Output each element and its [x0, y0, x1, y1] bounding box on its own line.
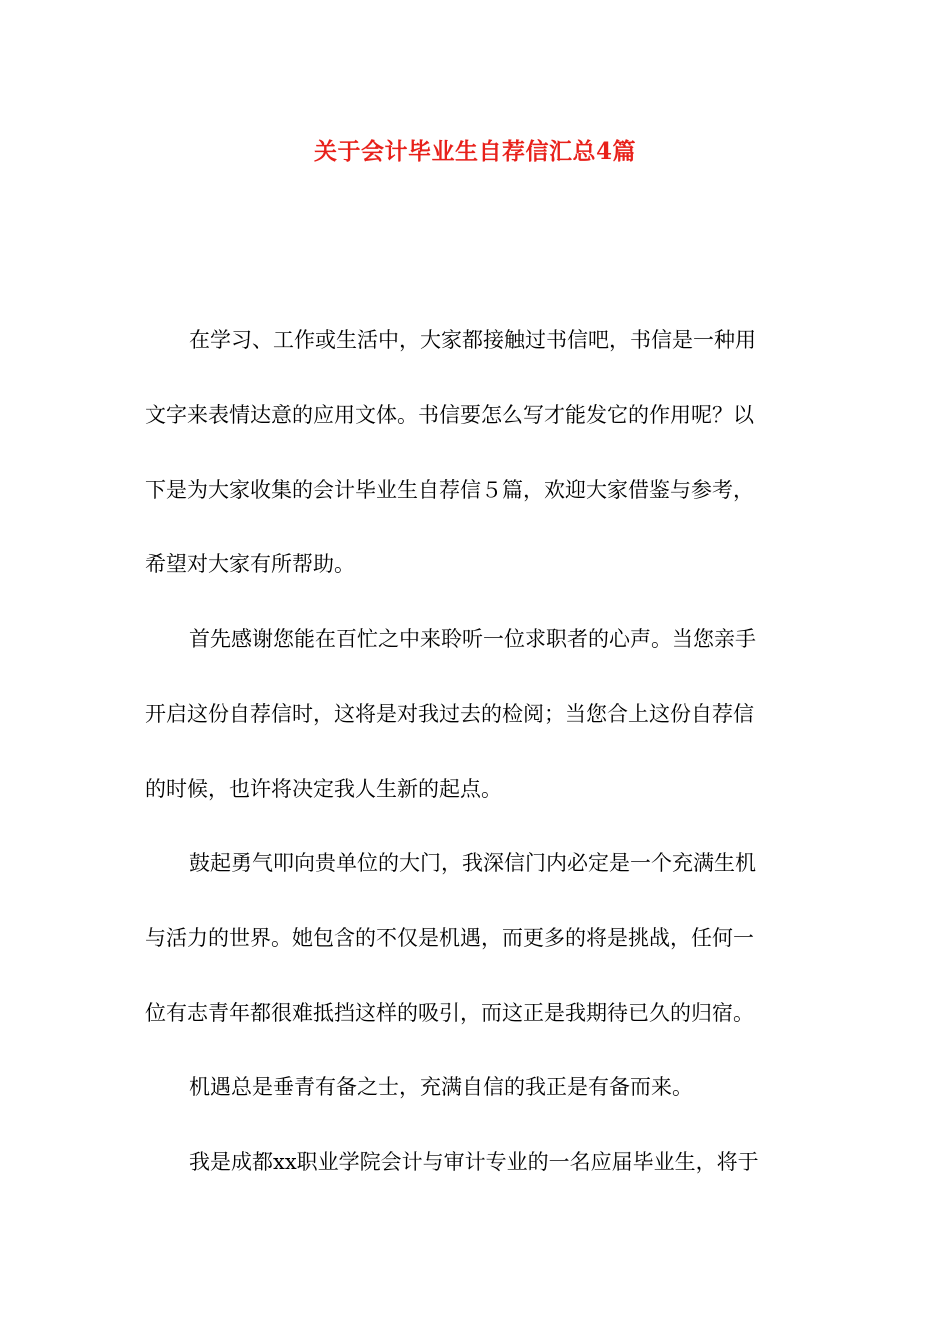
text-line: 首先感谢您能在百忙之中来聆听一位求职者的心声。当您亲手	[189, 627, 756, 651]
text-line: 机遇总是垂青有备之士，充满自信的我正是有备而来。	[189, 1075, 693, 1099]
text-line: 开启这份自荐信时，这将是对我过去的检阅；当您合上这份自荐信	[145, 702, 754, 726]
text-line: 我是成都xx职业学院会计与审计专业的一名应届毕业生，将于	[189, 1150, 759, 1174]
text-line: 下是为大家收集的会计毕业生自荐信５篇，欢迎大家借鉴与参考，	[145, 478, 754, 502]
text-line: 位有志青年都很难抵挡这样的吸引，而这正是我期待已久的归宿。	[145, 1001, 754, 1025]
text-line: 鼓起勇气叩向贵单位的大门，我深信门内必定是一个充满生机	[189, 851, 756, 875]
text-line: 文字来表情达意的应用文体。书信要怎么写才能发它的作用呢？以	[145, 403, 754, 427]
text-line: 与活力的世界。她包含的不仅是机遇，而更多的将是挑战，任何一	[145, 926, 754, 950]
text-line: 希望对大家有所帮助。	[145, 552, 355, 576]
text-line: 在学习、工作或生活中，大家都接触过书信吧，书信是一种用	[189, 328, 756, 352]
text-line: 的时候，也许将决定我人生新的起点。	[145, 777, 502, 801]
document-title: 关于会计毕业生自荐信汇总4篇	[313, 138, 636, 165]
